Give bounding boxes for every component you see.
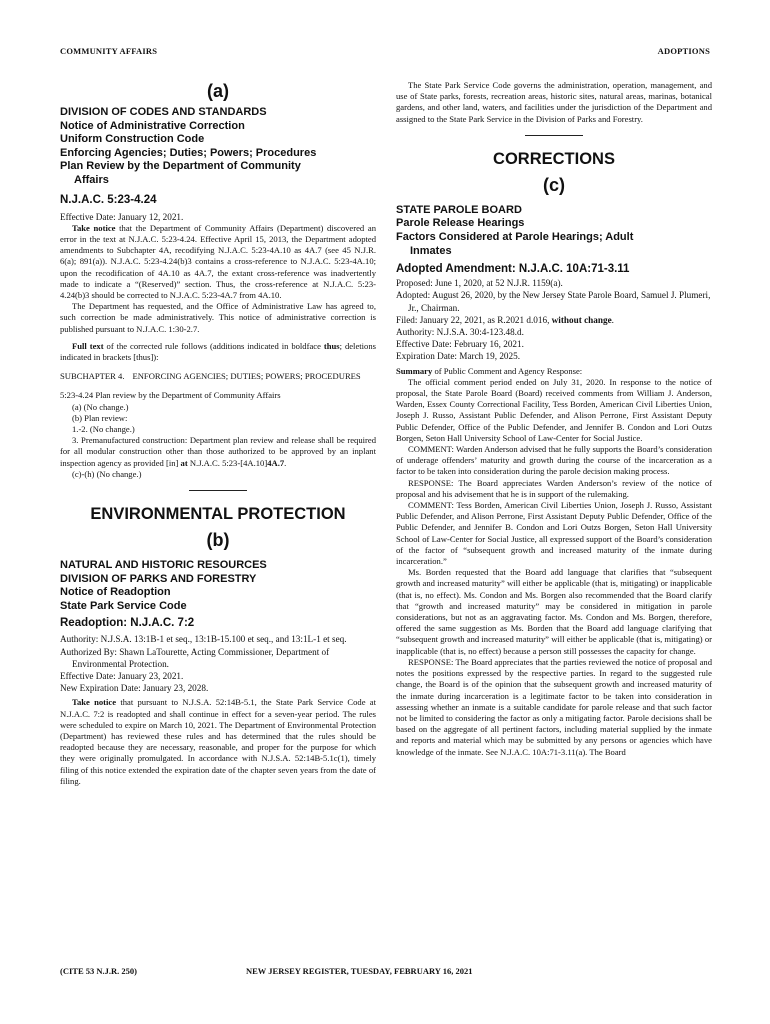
rule-item-b: (b) Plan review: — [72, 412, 128, 423]
filed-line — [396, 314, 712, 326]
state-park-code-heading: State Park Service Code — [60, 599, 187, 612]
running-head-left: COMMUNITY AFFAIRS — [60, 46, 158, 56]
full-text-paragraph — [60, 341, 376, 363]
effective-date: Effective Date: January 12, 2021. — [60, 211, 184, 222]
comment-anderson: COMMENT: Warden Anderson advised that he fully supports the Board’s consideration of underage offenders’ maturity and growth during the course of the incarceration as a factor to be taken into consideration during the parole decision making process. — [396, 444, 712, 477]
proposed-line: Proposed: June 1, 2020, at 52 N.J.R. 1159(a). — [396, 278, 563, 289]
filed-end: . — [611, 314, 614, 325]
ep-effective-date: Effective Date: January 23, 2021. — [60, 671, 184, 682]
running-head-right: ADOPTIONS — [657, 46, 710, 56]
corrections-expiration-date: Expiration Date: March 19, 2025. — [396, 351, 520, 362]
running-head — [60, 46, 710, 56]
subject-heading: Enforcing Agencies; Duties; Powers; Procedures — [60, 146, 317, 159]
summary-heading — [396, 366, 712, 377]
borden-request-paragraph: Ms. Borden requested that the Board add language that clarifies that “subsequent growth and increased maturity” will either be applicable (that is, mitigating) or inapplicable (that is, no effect). Ms. Condon and Ms. Borgen also recommended that the Board clarify that “growth and increased maturity” may be considered in mitigation in parole considerations, but not as an aggravating factor. Ms. Condon and Ms. Borgen, therefore, offered the same suggestion as Ms. Borden that the Board add language clarifying that “subsequent growth and increased maturity” will either be applicable (that is, mitigating) or inapplicable (that is, no effect) because a person still possesses the capacity for change. — [396, 567, 712, 656]
subchapter-number: SUBCHAPTER 4. — [60, 371, 125, 382]
parole-hearings-heading: Parole Release Hearings — [396, 217, 525, 230]
factors-heading: Factors Considered at Parole Hearings; Adult — [396, 231, 634, 243]
rule-item-b3-end: . — [284, 457, 287, 468]
thus-bold: thus — [323, 340, 340, 351]
filed-text: Filed: January 22, 2021, as R.2021 d.016, — [396, 314, 552, 325]
take-notice-text: that the Department of Community Affairs (Department) discovered an error in the text at N.J.A.C. 5:23-4.24. Effective April 15, 2013, the Department adopted amendments to Subchapter 4A, recodifying N.J.A.C. 5:23-4A.10 as 4A.7 (see 45 N.J.R. 6(a); 891(a)). N.J.A.C. 5:23-4.24(b)3 contains a cross-reference to N.J.A.C. 5:23-4A.10; upon the recodification of 4A.10 as 4A.7, the extant cross-reference was inadvertently made to indicate a “(Reserved)” section. Thus, the cross-reference at N.J.A.C. 5:23-4.24(b)3 should be corrected to N.J.A.C. 5:23-4A.7 from 4A.10. — [60, 222, 377, 300]
section-divider — [189, 490, 247, 491]
corrections-title: CORRECTIONS — [493, 149, 615, 168]
authority-line-c: Authority: N.J.S.A. 30:4-123.48.d. — [396, 327, 524, 337]
rule-item-b3-cite: N.J.A.C. 5:23-[4A.10] — [187, 457, 268, 468]
section-label-b: (b) — [206, 530, 230, 551]
readoption-paragraph — [60, 697, 376, 787]
factors-heading-cont: Inmates — [410, 244, 452, 257]
amendment-citation: Adopted Amendment: N.J.A.C. 10A:71-3.11 — [396, 263, 630, 276]
subchapter-title: ENFORCING AGENCIES; DUTIES; POWERS; PROCEDURES — [132, 371, 361, 382]
right-column — [396, 80, 712, 758]
park-code-summary: The State Park Service Code governs the administration, operation, management, and use of State parks, forests, recreation areas, historic sites, natural areas, marinas, botanical gardens, and other land, waters, and facilities under the jurisdiction of the Department and assigned to the State Park Service in the Division of Parks and Forestry. — [396, 80, 712, 124]
authority-line: Authority: N.J.S.A. 13:1B-1 et seq., 13:1B-15.100 et seq., and 13:1L-1 et seq. — [60, 634, 347, 645]
rule-item-b3-text: 3. Premanufactured construction: Department plan review and release shall be required for all modular construction other than those authorized to be approved by an inplant inspection agency as provided [in] — [60, 435, 376, 468]
rule-item-b3 — [60, 435, 376, 469]
resources-heading: NATURAL AND HISTORIC RESOURCES — [60, 559, 267, 572]
rule-item-b3-new: 4A.7 — [267, 457, 285, 468]
full-text-intro: of the corrected rule follows (additions indicated in boldface — [103, 340, 324, 351]
comment-borden-group: COMMENT: Tess Borden, American Civil Liberties Union, Joseph J. Russo, Assistant Public Defender, and Alison Perrone, First Assistant Deputy Public Defender, Office of the Public Defender, and Jennifer B. Condon and Lori Outzs Borgen, Seton Hall University School of Law-Center for Social Justice, all expressed support of the Board’s consideration of the factor of “subsequent growth and increased maturity of the inmate during incarceration.” — [396, 500, 712, 567]
summary-lead: Summary — [396, 365, 433, 376]
response-board: RESPONSE: The Board appreciates that the parties reviewed the notice of proposal and notes the positions expressed by the respective parties. In regard to the suggested rule change, the Board is of the opinion that the subsequent growth and increased maturity of the inmate during incarceration is a legitimate factor to be taken into consideration in assessing whether an inmate is a suitable candidate for parole release and that such factor not be limited to considering the factor as only a mitigating factor. Parole decisions shall be based on the aggregate of all pertinent factors, including material supplied by the inmate and reports and material which may be submitted by any persons or agencies which have knowledge of the inmate. See N.J.A.C. 10A:71-3.11(a). The Board — [396, 656, 712, 757]
plan-review-heading-cont: Affairs — [74, 173, 109, 186]
parks-division-heading: DIVISION OF PARKS AND FORESTRY — [60, 572, 257, 585]
comment-period-paragraph: The official comment period ended on July 31, 2020. In response to the notice of proposal, the State Parole Board (Board) received comments from William J. Anderson, Warden, Essex County Correctional Facility, Tess Borden, American Civil Liberties Union, Joseph J. Russo, Assistant Public Defender, and Alison Perrone, First Assistant Deputy Public Defender, Office of the Public Defender, and Jennifer B. Condon and Lori Outzs Borgen, Seton Hall University School of Law-Center for Social Justice. — [396, 376, 712, 443]
footer-register-date: NEW JERSEY REGISTER, TUESDAY, FEBRUARY 16, 2021 — [246, 966, 473, 976]
subchapter-heading — [60, 371, 376, 382]
rule-item-b3-at: at — [180, 457, 188, 468]
full-text-lead: Full text — [72, 340, 104, 351]
rule-item-a: (a) (No change.) — [72, 401, 129, 412]
rule-section-heading: 5:23-4.24 Plan review by the Department of Community Affairs — [60, 390, 281, 401]
notice-heading: Notice of Administrative Correction — [60, 119, 245, 132]
authorized-by-line: Authorized By: Shawn LaTourette, Acting Commissioner, Department of Environmental Protection. — [60, 646, 330, 669]
full-text-deletions: ; deletions indicated in brackets [thus]): — [60, 340, 376, 362]
summary-text: of Public Comment and Agency Response: — [432, 365, 583, 376]
readoption-text: that pursuant to N.J.S.A. 52:14B-5.1, the State Park Service Code at N.J.A.C. 7:2 is readopted and shall continue in effect for a seven-year period. The rules were scheduled to expire on March 10, 2021. The Department of Environmental Protection (Department) has reviewed these rules and has determined that the rules should be readopted because they are necessary, reasonable, and proper for the purpose for which they were originally promulgated. In accordance with N.J.S.A. 52:14B-5.1c(1), timely filing of this notice extended the expiration date of the chapter seven years from the date of filing. — [60, 697, 376, 786]
division-heading: DIVISION OF CODES AND STANDARDS — [60, 106, 267, 118]
response-anderson: RESPONSE: The Board appreciates Warden Anderson’s review of the notice of proposal and his advisement that he is in support of the rulemaking. — [396, 477, 712, 499]
environmental-protection-title: ENVIRONMENTAL PROTECTION — [90, 505, 346, 524]
correction-paragraph: The Department has requested, and the Office of Administrative Law has agreed to, such correction be made administratively. This notice of administrative correction is published pursuant to N.J.A.C. 1:30-2.7. — [60, 301, 376, 334]
readoption-lead: Take notice — [72, 697, 117, 708]
adopted-line: Adopted: August 26, 2020, by the New Jersey State Parole Board, Samuel J. Plumeri, Jr., Chairman. — [396, 290, 711, 313]
left-column — [60, 80, 376, 787]
parole-board-heading: STATE PAROLE BOARD — [396, 203, 522, 216]
readoption-notice-heading: Notice of Readoption — [60, 586, 171, 599]
corrections-effective-date: Effective Date: February 16, 2021. — [396, 339, 524, 350]
footer-citation: (CITE 53 N.J.R. 250) — [60, 966, 137, 976]
section-label-c: (c) — [543, 174, 565, 195]
section-label-a: (a) — [207, 81, 229, 101]
section-divider-right — [525, 135, 583, 136]
take-notice-lead: Take notice — [72, 222, 116, 233]
code-heading: Uniform Construction Code — [60, 133, 205, 146]
rule-item-b1-2: 1.-2. (No change.) — [72, 424, 135, 435]
rule-citation: N.J.A.C. 5:23-4.24 — [60, 193, 157, 206]
without-change: without change — [551, 314, 612, 325]
ep-expiration-date: New Expiration Date: January 23, 2028. — [60, 683, 209, 694]
rule-item-c-h: (c)-(h) (No change.) — [72, 468, 142, 479]
plan-review-heading: Plan Review by the Department of Community — [60, 160, 301, 173]
readoption-citation: Readoption: N.J.A.C. 7:2 — [60, 617, 195, 630]
take-notice-paragraph — [60, 223, 376, 301]
